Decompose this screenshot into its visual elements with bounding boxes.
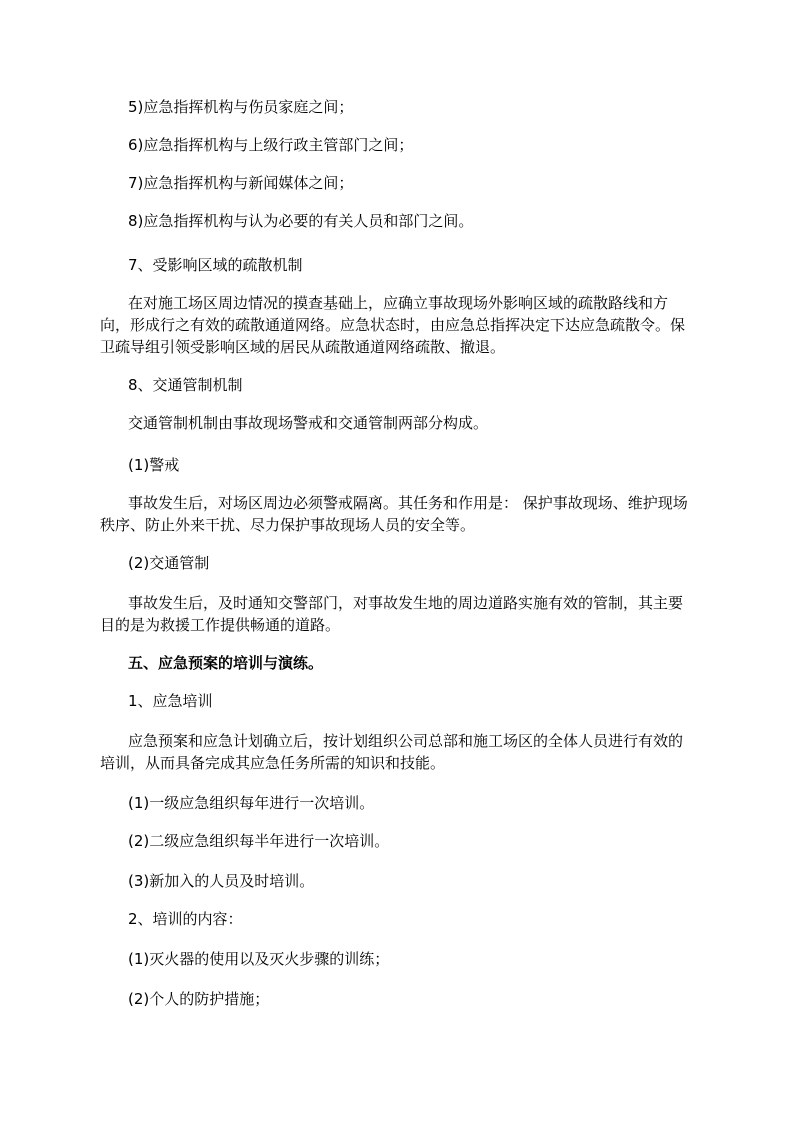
- list-item-level2-training: (2)二级应急组织每半年进行一次培训。: [128, 832, 390, 850]
- section-heading-emergency-training: 1、应急培训: [128, 692, 213, 710]
- list-item-protection: (2)个人的防护措施；: [128, 990, 270, 1008]
- paragraph-evacuation: 在对施工场区周边情况的摸查基础上，应确立事故现场外影响区域的疏散路线和方向，形成行之有效的疏散通道网络。应急状态时，由应急总指挥决定下达应急疏散令。保卫疏导组引领受影响区域的居民从疏散通道网络疏散、撤退。: [100, 294, 686, 356]
- paragraph-traffic-control: 事故发生后，及时通知交警部门，对事故发生地的周边道路实施有效的管制，其主要目的是为救援工作提供畅通的道路。: [100, 594, 684, 634]
- section-heading-traffic: 8、交通管制机制: [128, 376, 243, 394]
- paragraph-contact-authority: 6)应急指挥机构与上级行政主管部门之间；: [128, 136, 414, 154]
- paragraph-traffic-intro: 交通管制机制由事故现场警戒和交通管制两部分构成。: [128, 414, 489, 432]
- paragraph-cordon: 事故发生后，对场区周边必须警戒隔离。其任务和作用是： 保护事故现场、维护现场秩序、防止外来干扰、尽力保护事故现场人员的安全等。: [100, 494, 688, 534]
- paragraph-training-intro: 应急预案和应急计划确立后，按计划组织公司总部和施工场区的全体人员进行有效的培训，从而具备完成其应急任务所需的知识和技能。: [100, 732, 684, 772]
- paragraph-contact-media: 7)应急指挥机构与新闻媒体之间；: [128, 174, 354, 192]
- list-item-level1-training: (1)一级应急组织每年进行一次培训。: [128, 794, 375, 812]
- subheading-traffic-control: (2)交通管制: [128, 554, 210, 572]
- paragraph-contact-family: 5)应急指挥机构与伤员家庭之间；: [128, 98, 354, 116]
- chapter-heading-training: 五、应急预案的培训与演练。: [128, 654, 324, 672]
- paragraph-contact-others: 8)应急指挥机构与认为必要的有关人员和部门之间。: [128, 212, 474, 230]
- list-item-new-staff-training: (3)新加入的人员及时培训。: [128, 872, 315, 890]
- section-heading-training-content: 2、培训的内容：: [128, 910, 243, 928]
- section-heading-evacuation: 7、受影响区域的疏散机制: [128, 256, 303, 274]
- subheading-cordon: (1)警戒: [128, 456, 180, 474]
- list-item-extinguisher: (1)灭火器的使用以及灭火步骤的训练；: [128, 950, 390, 968]
